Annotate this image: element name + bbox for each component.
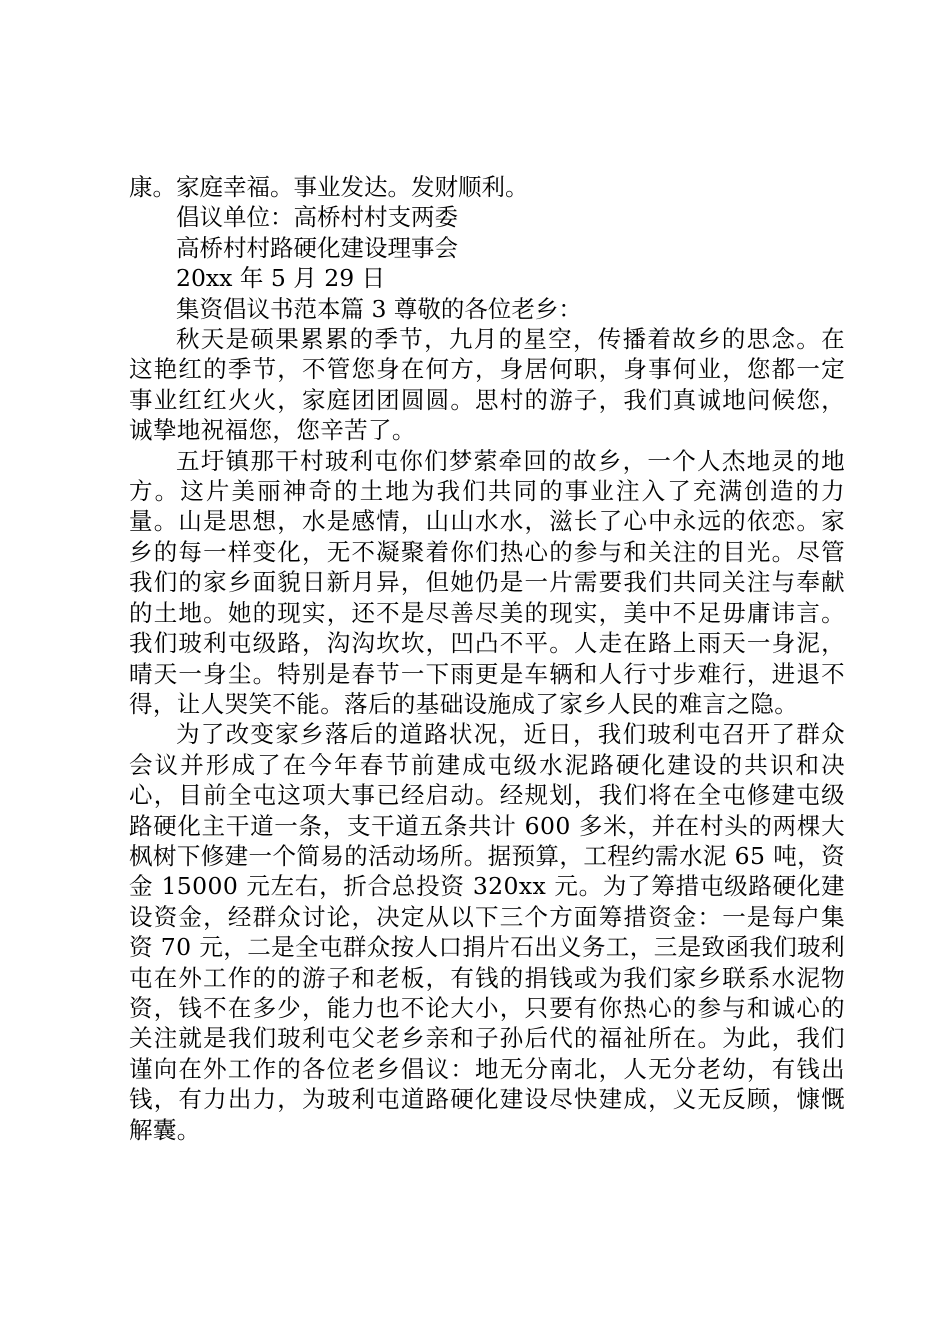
paragraph-2: 五圩镇那干村玻利屯你们梦萦牵回的故乡，一个人杰地灵的地方。这片美丽神奇的土地为我们共同的事业注入了充满创造的力量。山是思想，水是感情，山山水水，滋长了心中永远的依恋。家乡的每一样变化，无不凝聚着你们热心的参与和关注的目光。尽管我们的家乡面貌日新月异，但她仍是一片需要我们共同关注与奉献的土地。她的现实，还不是尽善尽美的现实，美中不足毋庸讳言。我们玻利屯级路，沟沟坎坎，凹凸不平。人走在路上雨天一身泥，晴天一身尘。特别是春节一下雨更是车辆和人行寸步难行，进退不得，让人哭笑不能。落后的基础设施成了家乡人民的难言之隐。 bbox=[129, 446, 845, 718]
section-heading: 集资倡议书范本篇 3 尊敬的各位老乡： bbox=[176, 294, 582, 323]
paragraph-1: 秋天是硕果累累的季节，九月的星空，传播着故乡的思念。在这艳红的季节，不管您身在何方，身居何职，身事何业，您都一定事业红红火火，家庭团团圆圆。思村的游子，我们真诚地问候您，诚挚地祝福您，您辛苦了。 bbox=[129, 325, 845, 445]
sponsor-line: 倡议单位：高桥村村支两委 bbox=[176, 203, 458, 232]
paragraph-3: 为了改变家乡落后的道路状况，近日，我们玻利屯召开了群众会议并形成了在今年春节前建成屯级水泥路硬化建设的共识和决心，目前全屯这项大事已经启动。经规划，我们将在全屯修建屯级路硬化主干道一条，支干道五条共计 600 多米，并在村头的两棵大枫树下修建一个简易的活动场所。据预算，工程约需水泥 65 吨，资金 15000 元左右，折合总投资 320xx 元。为了筹措屯级路硬化建设资金，经群众讨论，决定从以下三个方面筹措资金：一是每户集资 70 元，二是全屯群众按人口捐片石出义务工，三是致函我们玻利屯在外工作的的游子和老板，有钱的捐钱或为我们家乡联系水泥物资，钱不在多少，能力也不论大小，只要有你热心的参与和诚心的关注就是我们玻利屯父老乡亲和子孙后代的福祉所在。为此，我们谨向在外工作的各位老乡倡议：地无分南北，人无分老幼，有钱出钱，有力出力，为玻利屯道路硬化建设尽快建成，义无反顾，慷慨解囊。 bbox=[129, 720, 845, 1144]
document-body bbox=[129, 172, 845, 1145]
council-line: 高桥村村路硬化建设理事会 bbox=[176, 233, 458, 262]
closing-line: 康。家庭幸福。事业发达。发财顺利。 bbox=[129, 173, 529, 201]
date-line: 20xx 年 5 月 29 日 bbox=[176, 264, 386, 293]
